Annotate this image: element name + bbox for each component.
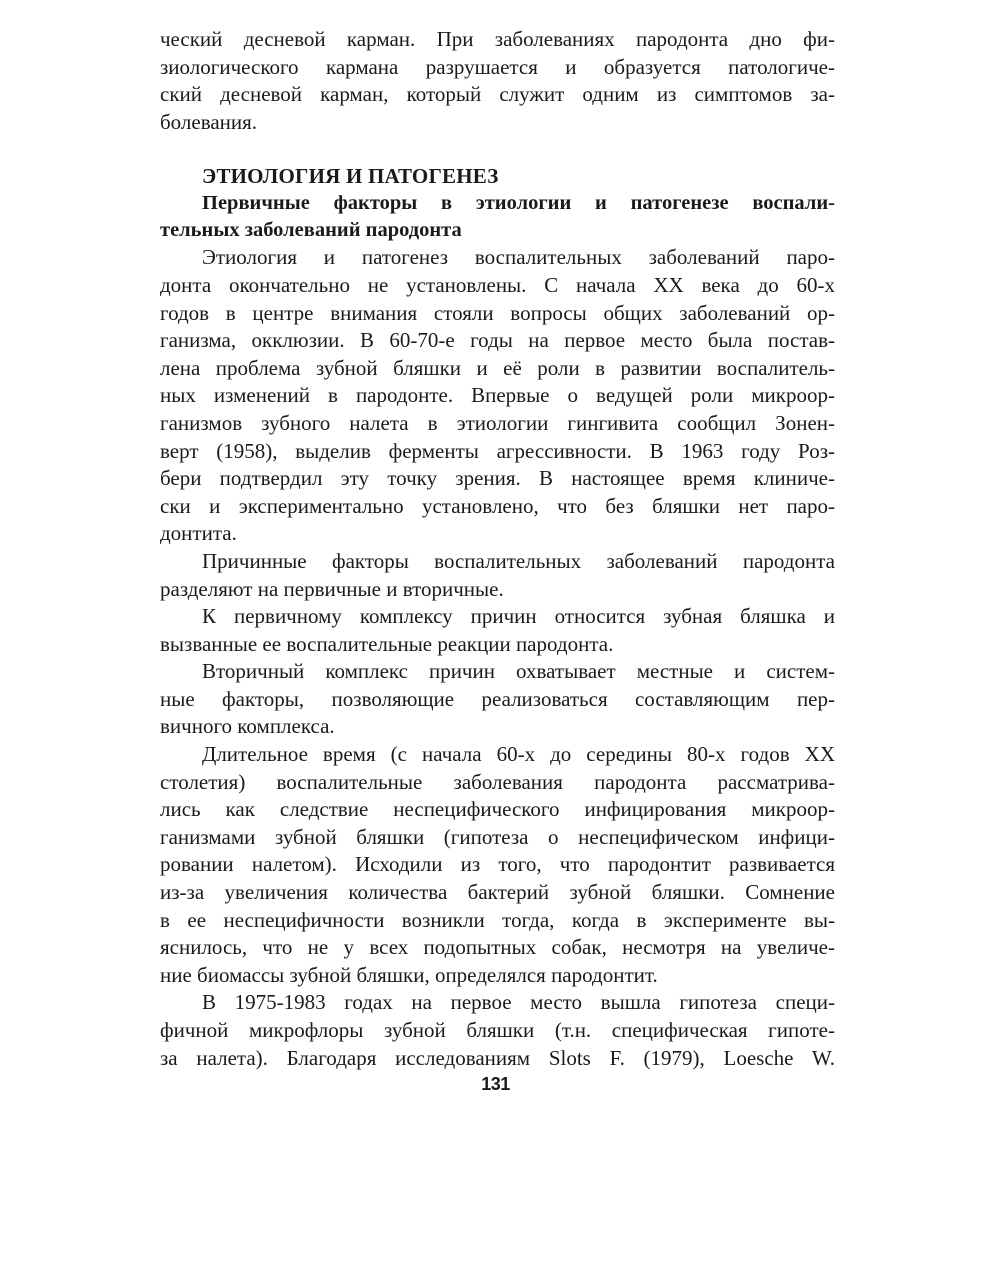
text-line: ски и экспериментально установлено, что без бляшки нет паро- xyxy=(160,493,835,518)
paragraph-nonspecific-hypothesis xyxy=(160,741,835,989)
paragraph-causal-factors xyxy=(160,548,835,603)
text-line: ский десневой карман, который служит одним из симптомов за- xyxy=(160,82,835,107)
text-line: К первичному комплексу причин относится зубная бляшка и xyxy=(202,604,835,629)
text-line: из-за увеличения количества бактерий зубной бляшки. Сомнение xyxy=(160,880,835,905)
text-line: ганизма, окклюзии. В 60-70-е годы на первое место была постав- xyxy=(160,328,835,353)
text-line: зиологического кармана разрушается и образуется патологиче- xyxy=(160,54,835,79)
text-line: ровании налетом). Исходили из того, что пародонтит развивается xyxy=(160,852,835,877)
text-line: бери подтвердил эту точку зрения. В настоящее время клиниче- xyxy=(160,466,835,491)
text-line: болевания. xyxy=(160,109,258,134)
text-line: ческий десневой карман. При заболеваниях пародонта дно фи- xyxy=(160,27,835,51)
text-line: верт (1958), выделив ферменты агрессивности. В 1963 году Роз- xyxy=(160,438,835,463)
text-line: Этиология и патогенез воспалительных заболеваний паро- xyxy=(202,245,835,270)
text-line: донта окончательно не установлены. С начала XX века до 60-х xyxy=(160,272,835,297)
subsection-title-line: Первичные факторы в этиологии и патогенезе воспали- xyxy=(202,192,835,215)
paragraph-etiology xyxy=(160,244,835,548)
text-line: вичного комплекса. xyxy=(160,714,335,739)
text-line: яснилось, что не у всех подопытных собак, несмотря на увеличе- xyxy=(160,935,835,960)
text-line: донтита. xyxy=(160,521,237,546)
paragraph-specific-hypothesis xyxy=(160,989,835,1072)
text-line: разделяют на первичные и вторичные. xyxy=(160,576,504,601)
text-line: Длительное время (с начала 60-х до середины 80-х годов XX xyxy=(202,742,835,767)
paragraph-secondary-complex xyxy=(160,658,835,741)
text-line: в ее неспецифичности возникли тогда, когда в эксперименте вы- xyxy=(160,907,835,932)
page-number: 131 xyxy=(481,1074,510,1094)
page-content xyxy=(160,26,835,1072)
text-line: вызванные ее воспалительные реакции пародонта. xyxy=(160,631,614,656)
text-line: столетия) воспалительные заболевания пародонта рассматрива- xyxy=(160,769,835,794)
text-line: лись как следствие неспецифического инфицирования микроор- xyxy=(160,797,835,822)
text-line: годов в центре внимания стояли вопросы общих заболеваний ор- xyxy=(160,300,835,325)
text-line: ные факторы, позволяющие реализоваться составляющим пер- xyxy=(160,686,835,711)
text-line: фичной микрофлоры зубной бляшки (т.н. специфическая гипоте- xyxy=(160,1018,835,1042)
text-line: Причинные факторы воспалительных заболеваний пародонта xyxy=(202,548,835,573)
text-line: за налета). Благодаря исследованиям Slots F. (1979), Loesche W. xyxy=(160,1045,835,1070)
text-line: ганизмов зубного налета в этиологии гингивита сообщил Зонен- xyxy=(160,410,835,435)
intro-paragraph xyxy=(160,26,835,136)
subsection-title-line: тельных заболеваний пародонта xyxy=(160,219,462,242)
text-line: В 1975-1983 годах на первое место вышла гипотеза специ- xyxy=(202,990,835,1015)
text-line: ганизмами зубной бляшки (гипотеза о неспецифическом инфици- xyxy=(160,824,835,849)
text-line: ние биомассы зубной бляшки, определялся пародонтит. xyxy=(160,962,658,987)
text-line: ных изменений в пародонте. Впервые о ведущей роли микроор- xyxy=(160,383,835,408)
subsection-title xyxy=(160,190,835,244)
section-title: ЭТИОЛОГИЯ И ПАТОГЕНЕЗ xyxy=(202,164,499,189)
paragraph-primary-complex xyxy=(160,603,835,658)
text-line: лена проблема зубной бляшки и её роли в развитии воспалитель- xyxy=(160,355,835,380)
text-line: Вторичный комплекс причин охватывает местные и систем- xyxy=(202,659,835,684)
